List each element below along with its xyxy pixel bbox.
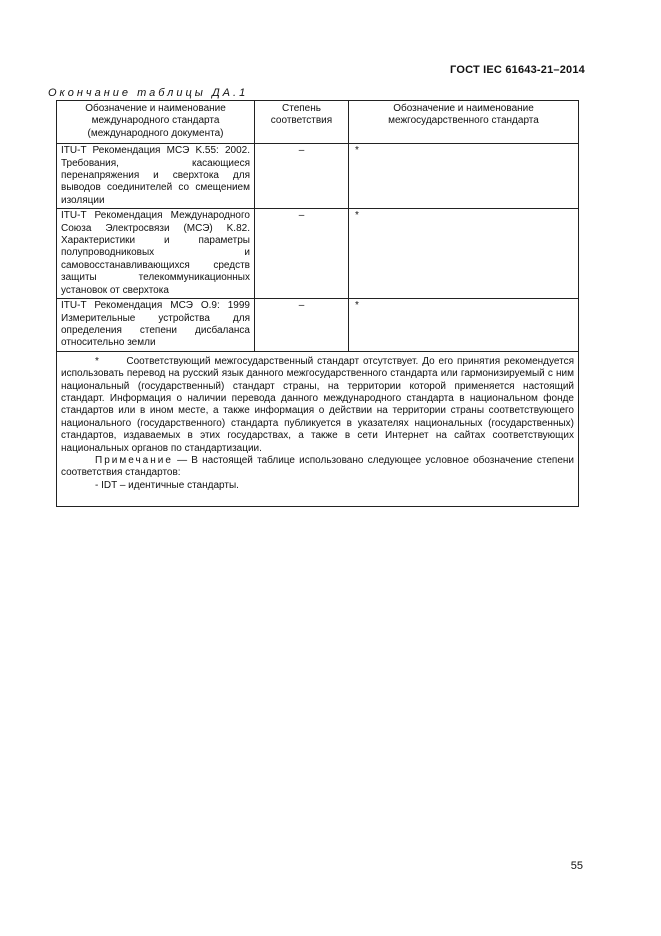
- cell-degree: –: [255, 209, 349, 299]
- table-row: [57, 299, 579, 352]
- note-label: Примечание: [95, 454, 173, 466]
- cell-degree: –: [255, 299, 349, 352]
- standards-table: [56, 100, 579, 507]
- note-text: — В настоящей таблице использовано следующее условное обозначение степени соответствия стандартов:: [61, 454, 574, 479]
- table-header-row: [57, 101, 579, 144]
- header-interstate-standard: Обозначение и наименование межгосударственного стандарта: [349, 101, 579, 144]
- footnote-text: Соответствующий межгосударственный стандарт отсутствует. До его принятия рекомендуется использовать перевод на русский язык данного межгосударственного стандарта или гармонизируемый с ним национальный (государственный) стандарт страны, на территории которой применяется настоящий стандарт. Информация о наличии перевода данного международного стандарта в национальном фонде стандартов или в ином месте, а также информация о действии на территории страны соответствующего национального (государственного) стандарта публикуется в указателях национальных (государственных) стандартов, издаваемых в этих государствах, а также в сети Интернет на сайтах соответствующих национальных органов по стандартизации.: [61, 355, 574, 454]
- cell-interstate-standard: *: [349, 299, 579, 352]
- table-row: [57, 209, 579, 299]
- cell-interstate-standard: *: [349, 209, 579, 299]
- cell-international-standard: ITU-T Рекомендация МСЭ O.9: 1999 Измерительные устройства для определения степени дисбаланса относительно земли: [57, 299, 255, 352]
- cell-interstate-standard: *: [349, 144, 579, 209]
- table-notes-row: [57, 351, 579, 506]
- document-code: ГОСТ IEC 61643-21–2014: [450, 64, 585, 76]
- footnote-marker: *: [95, 355, 99, 367]
- cell-degree: –: [255, 144, 349, 209]
- footnote: [61, 356, 574, 455]
- cell-international-standard: ITU-T Рекомендация МСЭ K.55: 2002. Требования, касающиеся перенапряжения и сверхтока для выводов соединителей со смещением изоляции: [57, 144, 255, 209]
- note-list-item: - IDT – идентичные стандарты.: [95, 479, 239, 491]
- note: [61, 455, 574, 480]
- header-degree-of-conformity: Степень соответствия: [255, 101, 349, 144]
- table-notes: [57, 351, 579, 506]
- header-international-standard: Обозначение и наименование международного стандарта (международного документа): [57, 101, 255, 144]
- page-number: 55: [570, 860, 583, 872]
- cell-international-standard: ITU-T Рекомендация Международного Союза Электросвязи (МСЭ) K.82. Характеристики и параметры полупроводниковых и самовосстанавливающихся средств защиты телекоммуникационных установок от сверхтока: [57, 209, 255, 299]
- table-row: [57, 144, 579, 209]
- table-caption: Окончание таблицы ДА.1: [48, 87, 249, 99]
